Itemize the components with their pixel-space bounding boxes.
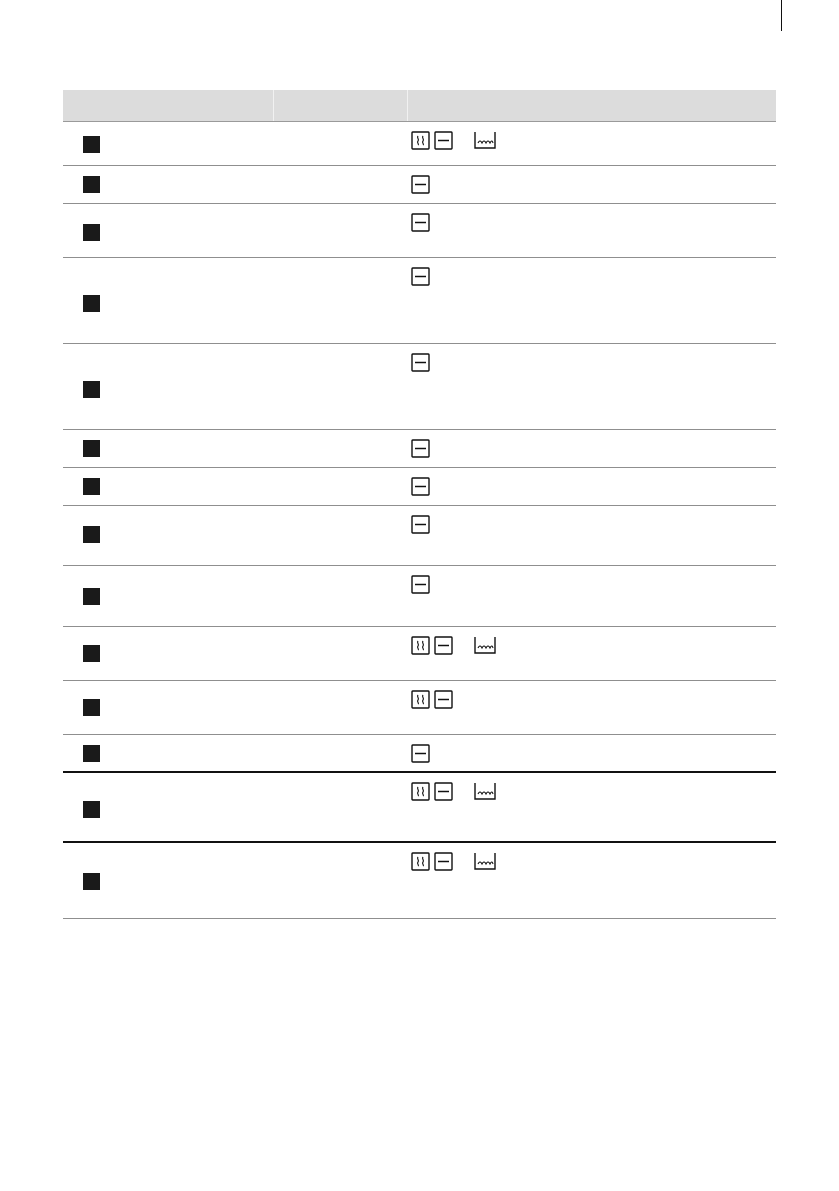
row-number-box [83, 224, 100, 241]
row-icons [411, 439, 430, 458]
dash-icon [411, 744, 430, 763]
dash-icon [411, 213, 430, 232]
table-body [63, 122, 776, 919]
heating-icon [411, 852, 430, 871]
dash-icon [411, 353, 430, 372]
row-number-box [83, 478, 100, 495]
row-icons [411, 353, 430, 372]
heating-icon [411, 690, 430, 709]
row-icons [411, 175, 430, 194]
row-number-box [83, 526, 100, 543]
row-icons [411, 852, 497, 871]
row-icons [411, 131, 497, 150]
row-number-box [83, 588, 100, 605]
row-icons [411, 782, 497, 801]
row-icons [411, 690, 453, 709]
table-row [63, 681, 776, 735]
row-number-box [83, 801, 100, 818]
table-row [63, 344, 776, 430]
dash-icon [434, 636, 453, 655]
table-row [63, 258, 776, 344]
dash-icon [434, 131, 453, 150]
table-row [63, 843, 776, 919]
water-bath-icon [473, 131, 497, 150]
row-number-box [83, 873, 100, 890]
heating-icon [411, 131, 430, 150]
dash-icon [411, 267, 430, 286]
table-row [63, 166, 776, 204]
water-bath-icon [473, 782, 497, 801]
header-separator [273, 90, 274, 121]
dash-icon [411, 439, 430, 458]
heating-icon [411, 782, 430, 801]
dash-icon [411, 477, 430, 496]
row-icons [411, 213, 430, 232]
row-number-box [83, 136, 100, 153]
water-bath-icon [473, 636, 497, 655]
table-row [63, 468, 776, 506]
table-row [63, 506, 776, 566]
water-bath-icon [473, 852, 497, 871]
settings-table [63, 90, 776, 919]
table-row [63, 122, 776, 166]
row-number-box [83, 381, 100, 398]
dash-icon [434, 852, 453, 871]
row-number-box [83, 645, 100, 662]
table-row [63, 773, 776, 843]
crop-mark [781, 0, 782, 31]
row-icons [411, 477, 430, 496]
dash-icon [411, 515, 430, 534]
row-number-box [83, 440, 100, 457]
table-row [63, 204, 776, 258]
row-number-box [83, 176, 100, 193]
table-header [63, 90, 776, 122]
heating-icon [411, 636, 430, 655]
table-row [63, 566, 776, 627]
row-icons [411, 636, 497, 655]
row-number-box [83, 745, 100, 762]
dash-icon [434, 690, 453, 709]
row-icons [411, 515, 430, 534]
table-row [63, 627, 776, 681]
table-row [63, 430, 776, 468]
row-number-box [83, 295, 100, 312]
row-icons [411, 575, 430, 594]
dash-icon [434, 782, 453, 801]
dash-icon [411, 175, 430, 194]
row-number-box [83, 699, 100, 716]
row-icons [411, 267, 430, 286]
dash-icon [411, 575, 430, 594]
row-icons [411, 744, 430, 763]
table-row [63, 735, 776, 773]
header-separator [407, 90, 408, 121]
